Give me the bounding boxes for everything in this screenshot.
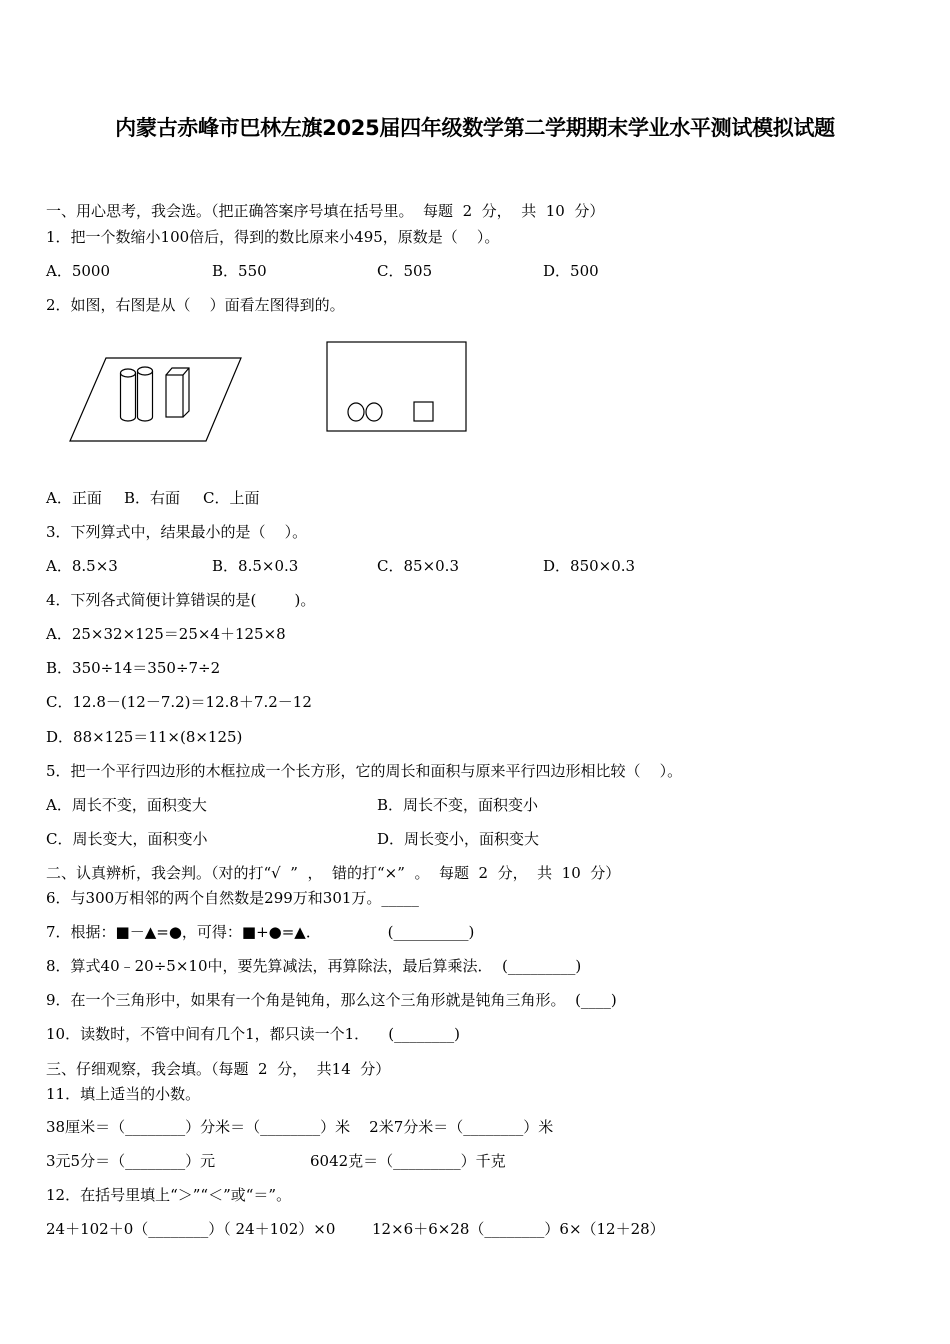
question-2: 2．如图，右图是从（ ）面看左图得到的。 (46, 296, 345, 314)
q4-option-a: A．25×32×125＝25×4＋125×8 (46, 625, 286, 643)
q3-option-b: B．8.5×0.3 (212, 557, 299, 575)
q2-option-a: A．正面 (46, 489, 102, 507)
question-3: 3．下列算式中，结果最小的是（ ）。 (46, 523, 308, 541)
q4-option-b: B．350÷14＝350÷7÷2 (46, 659, 221, 677)
question-9: 9．在一个三角形中，如果有一个角是钝角，那么这个三角形就是钝角三角形。 (____) (46, 991, 617, 1009)
cuboid (166, 368, 189, 417)
q5-option-a: A．周长不变，面积变大 (46, 796, 207, 814)
section-1-heading: 一、用心思考，我会选。（把正确答案序号填在括号里。 每题 2 分， 共 10 分） (46, 202, 605, 220)
q2-option-c: C．上面 (203, 489, 260, 507)
q11-line-2b: 6042克＝（_________）千克 (310, 1152, 506, 1170)
q12-line-1b: 12×6＋6×28（________）6×（12＋28） (372, 1220, 665, 1238)
q1-option-a: A．5000 (46, 262, 111, 280)
question-10: 10．读数时，不管中间有几个1，都只读一个1． (________) (46, 1025, 460, 1043)
q1-option-d: D．500 (543, 262, 599, 280)
q5-option-c: C．周长变大，面积变小 (46, 830, 208, 848)
q2-option-b: B．右面 (124, 489, 181, 507)
question-5: 5．把一个平行四边形的木框拉成一个长方形，它的周长和面积与原来平行四边形相比较（ ）。 (46, 762, 683, 780)
base-parallelogram (70, 358, 241, 441)
square-view (414, 402, 433, 421)
solid-figure-diagram (68, 355, 246, 447)
question-1: 1．把一个数缩小100倍后，得到的数比原来小495，原数是（ ）。 (46, 228, 500, 246)
question-11: 11．填上适当的小数。 (46, 1085, 201, 1103)
question-7: 7．根据：■－▲=●，可得：■+●=▲． (__________) (46, 923, 475, 941)
question-12: 12．在括号里填上“＞”“＜”或“＝”。 (46, 1186, 292, 1204)
question-8: 8．算式40﹣20÷5×10中，要先算减法，再算除法，最后算乘法． (_________) (46, 957, 582, 975)
section-2-heading: 二、认真辨析，我会判。（对的打“√ ” ， 错的打“×” 。 每题 2 分， 共 10 分） (46, 864, 621, 882)
question-6: 6．与300万相邻的两个自然数是299万和301万。_____ (46, 889, 419, 907)
cylinder-left (121, 369, 136, 421)
q3-option-c: C．85×0.3 (377, 557, 459, 575)
view-figure-diagram (326, 341, 468, 433)
q3-option-d: D．850×0.3 (543, 557, 636, 575)
question-4: 4．下列各式简便计算错误的是( )。 (46, 591, 316, 609)
q11-line-2a: 3元5分＝（________）元 (46, 1152, 216, 1170)
page-title: 内蒙古赤峰市巴林左旗2025届四年级数学第二学期期末学业水平测试模拟试题 (115, 116, 835, 140)
cylinder-right (138, 367, 153, 421)
q3-option-a: A．8.5×3 (46, 557, 118, 575)
q1-option-b: B．550 (212, 262, 267, 280)
q12-line-1a: 24＋102＋0（________）（ 24＋102）×0 (46, 1220, 336, 1238)
circle-right (366, 403, 382, 421)
q4-option-d: D．88×125＝11×(8×125) (46, 728, 243, 746)
q5-option-d: D．周长变小，面积变大 (377, 830, 540, 848)
circle-left (348, 403, 364, 421)
q11-line-1: 38厘米＝（________）分米＝（________）米 2米7分米＝（________）米 (46, 1118, 554, 1136)
q4-option-c: C．12.8－(12－7.2)＝12.8＋7.2－12 (46, 693, 312, 711)
q5-option-b: B．周长不变，面积变小 (377, 796, 539, 814)
section-3-heading: 三、仔细观察，我会填。（每题 2 分， 共14 分） (46, 1060, 391, 1078)
view-frame (327, 342, 466, 431)
q1-option-c: C．505 (377, 262, 433, 280)
